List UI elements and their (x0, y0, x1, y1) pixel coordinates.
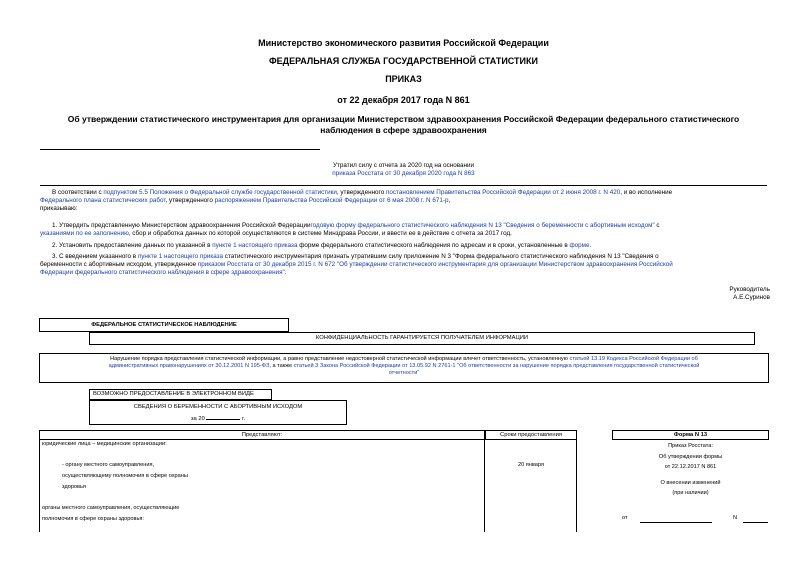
amend-from-label: от (622, 515, 628, 521)
row-legal-entities: юридические лица – медицинские организации: (42, 441, 167, 447)
link-item-1-b[interactable]: пункте 1 настоящего приказа (137, 253, 224, 260)
item-1: 1. Утвердить представленную Министерством здравоохранения Российской Федерациигодовую форму федерального статистического наблюдения N 13 "Сведения о беременности с абортивным исходом" с указаниями по ее заполнению, сбор и обработка данных по которой осуществляются в системе Минздрава России, и ввести ее в действие с отчета за 2017 год. (40, 222, 660, 238)
warning-box: Нарушение порядка представления статистической информации, а равно представление недостоверной статистической информации влечет ответственность, установленную статьей 13.19 Кодекса Российской Федерации об административных правонарушениях от 30.12.2001 N 195-ФЗ, а также статьей 3 Закона Российской Федерации от 13.05.92 N 2761-1 "Об ответственности за нарушение порядка представления государственной статистической отчетности" (39, 353, 769, 383)
form-title-box: СВЕДЕНИЯ О БЕРЕМЕННОСТИ С АБОРТИВНЫМ ИСХОДОМ за 20 г. (89, 400, 347, 425)
link-form-13[interactable]: годовую форму федерального статистического наблюдения N 13 "Сведения о беременности с абортивным исходом" (310, 222, 655, 229)
link-order-671[interactable]: распоряжением Правительства Российской Федерации от 6 мая 2008 г. N 671-р (214, 197, 449, 205)
link-order-672[interactable]: приказом Росстата от 30 декабря 2015 г. N 672 "Об утверждении статистического инструментария для организации Министерством здравоохранения Российской (197, 261, 673, 269)
doc-title: Об утверждении статистического инструментария для организации Министерством здравоохранения Российской Федерации федерального статистического наблюдения в сфере здравоохранения (67, 114, 740, 135)
approval-block: Приказ Росстата: Об утверждении формы от 22.12.2017 N 861 О внесении изменений (при наличии) (658, 443, 723, 496)
link-instructions[interactable]: указаниями по ее заполнению (40, 230, 129, 238)
row-local-line1: органы местного самоуправления, осуществляющие (42, 505, 180, 511)
item-2: 2. Установить предоставление данных по указанной в пункте 1 настоящего приказа форме федерального статистического наблюдения по адресам и в сроки, установленные в форме. (52, 242, 592, 249)
electronic-box: ВОЗМОЖНО ПРЕДОСТАВЛЕНИЕ В ЭЛЕКТРОННОМ ВИДЕ (89, 389, 272, 400)
link-subclause-5-5[interactable]: подпунктом 5.5 Положения о Федеральной службе государственной статистики (103, 189, 337, 196)
doc-date: от 22 декабря 2017 года N 861 (337, 95, 470, 105)
fed-observation-box: ФЕДЕРАЛЬНОЕ СТАТИСТИЧЕСКОЕ НАБЛЮДЕНИЕ (39, 318, 289, 332)
ministry-name: Министерство экономического развития Российской Федерации (258, 38, 549, 48)
amend-number-field[interactable] (743, 522, 768, 523)
link-federal-plan[interactable]: Федерального плана статистических работ (40, 197, 166, 205)
amend-num-label: N (733, 515, 738, 521)
deadline-value: 20 января (518, 462, 544, 468)
header-divider (40, 149, 320, 150)
expired-link[interactable]: приказа Росстата от 30 декабря 2020 года N 863 (332, 170, 475, 178)
item-3: 3. С введением указанного в пункте 1 настоящего приказа статистического инструментария признать утратившим силу приложение N 3 "Форма федерального статистического наблюдения N 13 "Сведения о беременности с абортивным исходом, утвержденное приказом Росстата от 30 декабря 2015 г. N 672 "Об утверждении статистического инструментария для организации Министерством здравоохранения Российской Федерации федерального статистического наблюдения в сфере здравоохранения". (40, 253, 673, 277)
service-name: ФЕДЕРАЛЬНАЯ СЛУЖБА ГОСУДАРСТВЕННОЙ СТАТИСТИКИ (269, 56, 538, 66)
year-field[interactable] (206, 413, 240, 420)
doc-type: ПРИКАЗ (385, 74, 422, 84)
body-divider (40, 185, 767, 186)
col-submitters: Представляют: (39, 430, 485, 440)
link-decree-420[interactable]: постановлением Правительства Российской Федерации от 2 июня 2008 г. N 420 (385, 189, 621, 196)
form-number: Форма N 13 (612, 430, 769, 440)
link-law-2761-cont[interactable]: отчетности" (388, 370, 420, 376)
link-order-672-cont[interactable]: Федерации федерального статистического наблюдения в сфере здравоохранения" (40, 269, 285, 277)
deadline-column-border (576, 440, 577, 532)
link-koap-195[interactable]: административных правонарушениях от 30.12.2001 N 195-ФЗ (108, 363, 270, 369)
row-gov-line2: осуществляющему полномочия в сфере охраны (62, 473, 188, 479)
expired-note: Утратил силу с отчета за 2020 год на основании приказа Росстата от 30 декабря 2020 года N 863 (332, 162, 475, 178)
link-koap-13-19[interactable]: статьей 13.19 Кодекса Российской Федерации об (569, 356, 698, 362)
confidentiality-box: КОНФИДЕНЦИАЛЬНОСТЬ ГАРАНТИРУЕТСЯ ПОЛУЧАТЕЛЕМ ИНФОРМАЦИИ (89, 332, 755, 345)
col-deadline: Сроки предоставления (485, 430, 577, 440)
link-item-1[interactable]: пункте 1 настоящего приказа (212, 242, 298, 249)
signature: Руководитель А.Е.Суринов (729, 286, 770, 302)
row-gov-line1: - органу местного самоуправления, (62, 462, 155, 468)
link-law-2761[interactable]: статьей 3 Закона Российской Федерации от 13.05.92 N 2761-1 "Об ответственности за нарушение порядка представления государственной статистической (293, 363, 700, 369)
row-gov-line3: здоровья (62, 484, 86, 490)
link-form[interactable]: форме (569, 242, 590, 249)
row-local-line2: полномочия в сфере охраны здоровья: (42, 516, 144, 522)
amend-date-field[interactable] (640, 522, 712, 523)
preamble: В соответствии с подпунктом 5.5 Положения о Федеральной службе государственной статистики, утвержденного постановлением Правительства Российской Федерации от 2 июня 2008 г. N 420, и во исполнение Федерального плана статистических работ, утвержденного распоряжением Правительства Российской Федерации от 6 мая 2008 г. N 671-р, приказываю: (40, 189, 673, 213)
